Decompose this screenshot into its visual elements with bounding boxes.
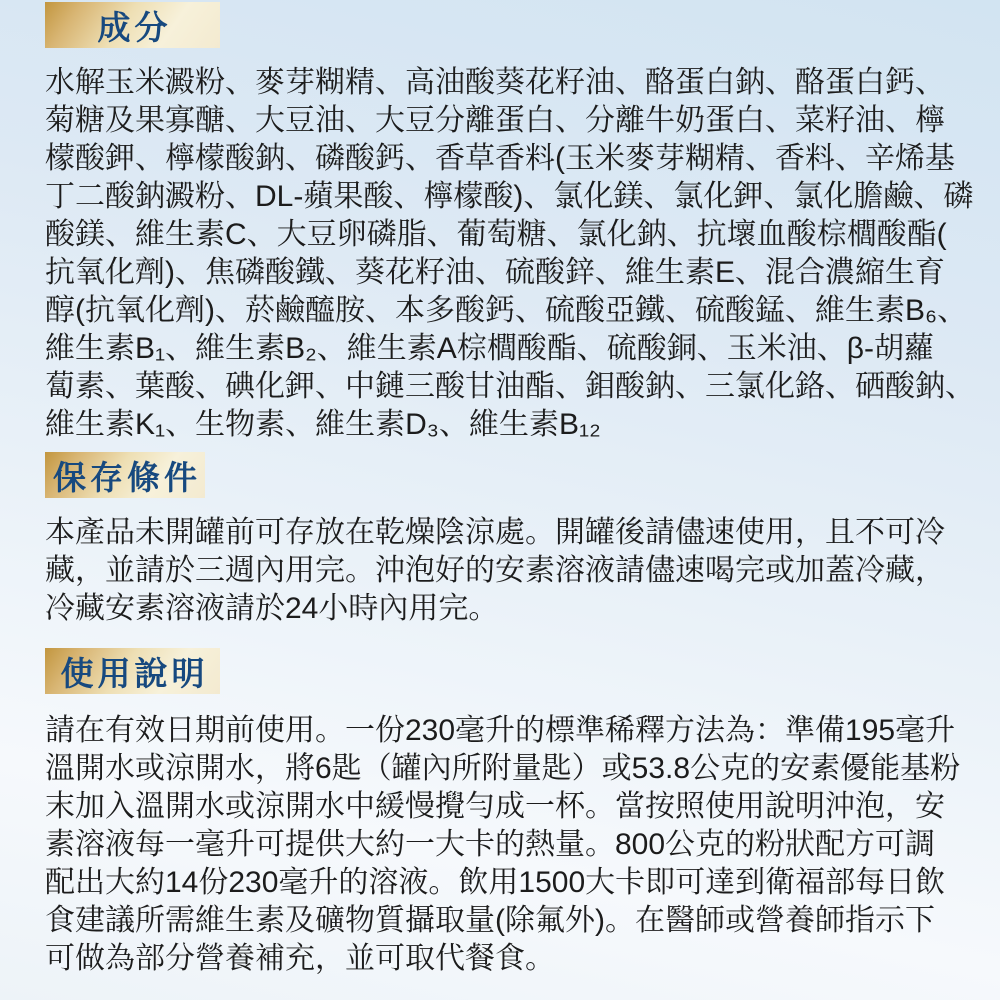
directions-title-badge xyxy=(45,648,220,694)
text-line: 酸鎂、維生素C、大豆卵磷脂、葡萄糖、氯化鈉、抗壞血酸棕櫚酸酯( xyxy=(45,218,947,251)
text-line: 本產品未開罐前可存放在乾燥陰涼處。開罐後請儘速使用，且不可冷 xyxy=(45,516,945,549)
text-line: 丁二酸鈉澱粉、DL-蘋果酸、檸檬酸)、氯化鎂、氯化鉀、氯化膽鹼、磷 xyxy=(45,180,974,213)
storage-title-badge xyxy=(45,452,205,498)
section-directions xyxy=(45,648,1000,978)
text-line: 末加入溫開水或涼開水中緩慢攪勻成一杯。當按照使用說明沖泡，安 xyxy=(45,790,945,823)
text-line: 請在有效日期前使用。一份230毫升的標準稀釋方法為：準備195毫升 xyxy=(45,714,956,747)
text-line: 配出大約14份230毫升的溶液。飲用1500大卡即可達到衛福部每日飲 xyxy=(45,866,946,899)
text-line: 素溶液每一毫升可提供大約一大卡的熱量。800公克的粉狀配方可調 xyxy=(45,828,936,861)
text-line: 醇(抗氧化劑)、菸鹼醯胺、本多酸鈣、硫酸亞鐵、硫酸錳、維生素B₆、 xyxy=(45,294,968,327)
text-line: 維生素B₁、維生素B₂、維生素A棕櫚酸酯、硫酸銅、玉米油、β-胡蘿 xyxy=(45,332,935,365)
text-line: 維生素K₁、生物素、維生素D₃、維生素B₁₂ xyxy=(45,408,601,441)
text-line: 抗氧化劑)、焦磷酸鐵、葵花籽油、硫酸鋅、維生素E、混合濃縮生育 xyxy=(45,256,945,289)
section-storage xyxy=(45,452,1000,628)
text-line: 藏，並請於三週內用完。沖泡好的安素溶液請儘速喝完或加蓋冷藏， xyxy=(45,554,945,587)
text-line: 冷藏安素溶液請於24小時內用完。 xyxy=(45,592,499,625)
section-ingredients xyxy=(45,2,1000,444)
storage-title-text: 保存條件 xyxy=(53,458,201,496)
text-line: 蔔素、葉酸、碘化鉀、中鏈三酸甘油酯、鉬酸鈉、三氯化鉻、硒酸鈉、 xyxy=(45,370,975,403)
directions-paragraph xyxy=(45,712,1000,978)
text-line: 食建議所需維生素及礦物質攝取量(除氟外)。在醫師或營養師指示下 xyxy=(45,904,935,937)
ingredients-paragraph xyxy=(45,64,1000,444)
text-line: 檬酸鉀、檸檬酸鈉、磷酸鈣、香草香料(玉米麥芽糊精、香料、辛烯基 xyxy=(45,142,955,175)
storage-paragraph xyxy=(45,514,1000,628)
ingredients-title-text: 成分 xyxy=(97,8,172,46)
ingredients-title-badge xyxy=(45,2,220,48)
text-line: 溫開水或涼開水，將6匙（罐內所附量匙）或53.8公克的安素優能基粉 xyxy=(45,752,961,785)
directions-title-text: 使用說明 xyxy=(60,654,209,692)
text-line: 水解玉米澱粉、麥芽糊精、高油酸葵花籽油、酪蛋白鈉、酪蛋白鈣、 xyxy=(45,66,945,99)
text-line: 菊糖及果寡醣、大豆油、大豆分離蛋白、分離牛奶蛋白、菜籽油、檸 xyxy=(45,104,945,137)
text-line: 可做為部分營養補充，並可取代餐食。 xyxy=(45,942,555,975)
